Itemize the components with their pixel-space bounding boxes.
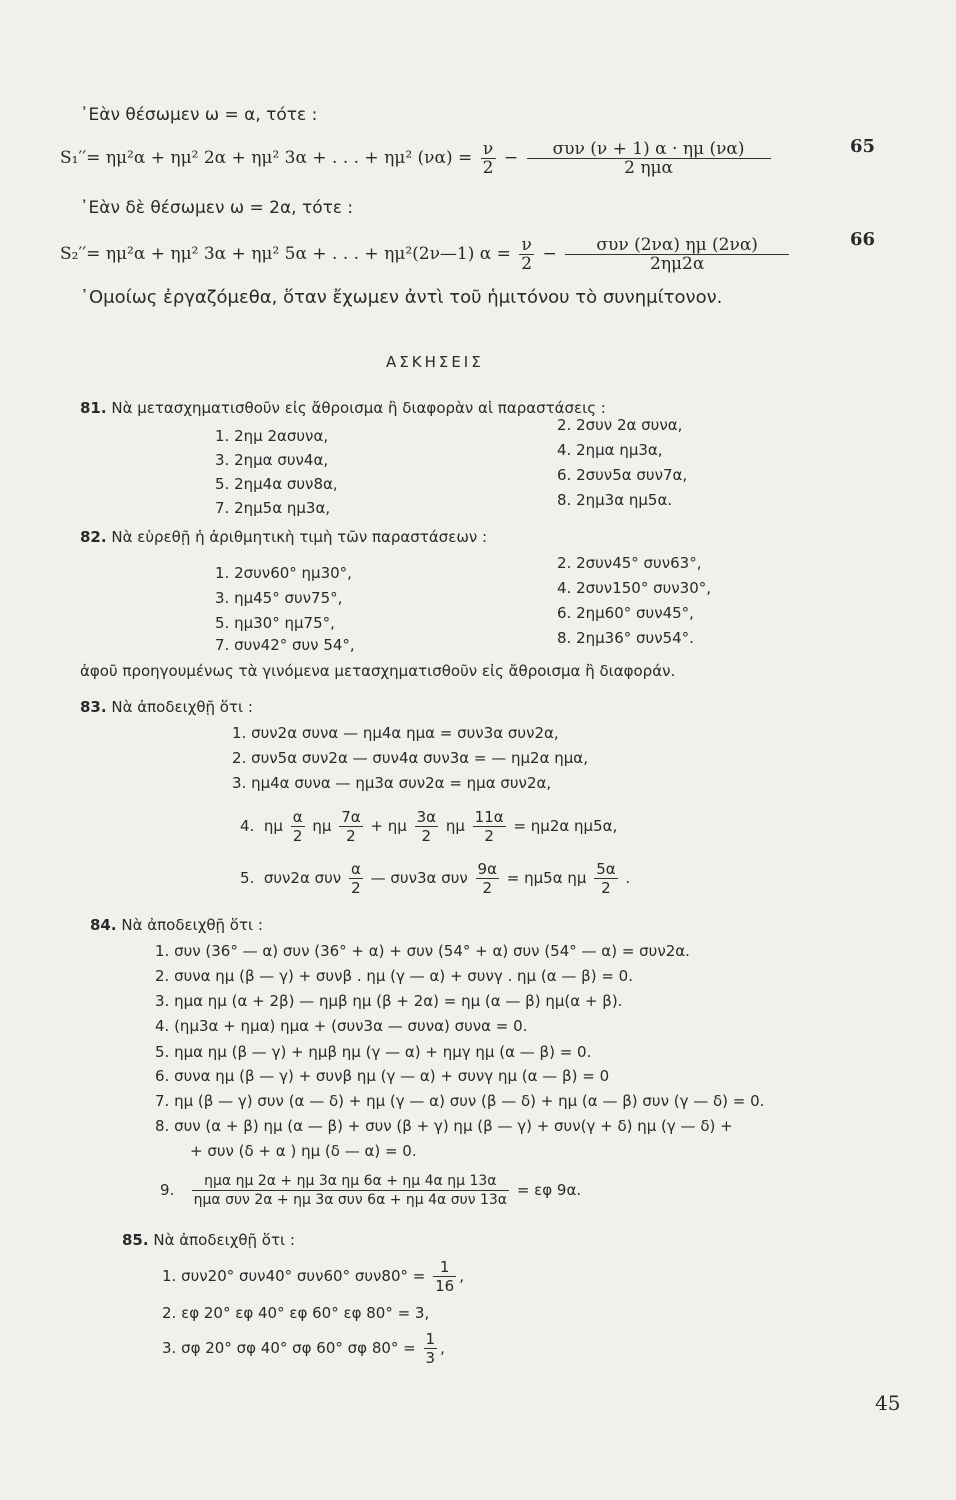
formula-s2-lhs: S₂′′= ημ²α + ημ² 3α + ημ² 5α + . . . + ημ²(2ν—1) α = <box>60 244 511 264</box>
formula-s2-fraction: $\frac{\text{συν (2να) ημ (2να)}}{2\eta\mu 2\alpha}$ <box>565 236 789 273</box>
exercise-81-item: 7. 2ημ5α ημ3α, <box>215 499 331 517</box>
exercise-85-item-2: 2. εφ 20° εφ 40° εφ 60° εφ 80° = 3, <box>162 1304 430 1322</box>
exercise-84-prompt: 84. Νὰ ἀποδειχθῇ ὅτι : <box>90 916 263 934</box>
exercise-84-item: 1. συν (36° — α) συν (36° + α) + συν (54° + α) συν (54° — α) = συν2α. <box>155 942 690 960</box>
formula-s2-half: $\frac{\nu}{2}$ <box>521 235 533 274</box>
exercise-84-item: 5. ημα ημ (β — γ) + ημβ ημ (γ — α) + ημγ ημ (α — β) = 0. <box>155 1043 592 1061</box>
exercise-85-item-1: 1. συν20° συν40° συν60° συν80° = $\frac{1}{16}$ , <box>162 1258 464 1295</box>
exercise-84-item: 6. συνα ημ (β — γ) + συνβ ημ (γ — α) + συνγ ημ (α — β) = 0 <box>155 1067 610 1085</box>
exercise-84-item: 3. ημα ημ (α + 2β) — ημβ ημ (β + 2α) = ημ (α — β) ημ(α + β). <box>155 992 623 1010</box>
exercise-82-item: 3. ημ45° συν75°, <box>215 589 343 607</box>
formula-s1: S₁′′= ημ²α + ημ² 2α + ημ² 3α + . . . + ημ² (να) = $\frac{\nu}{2}$ − $\frac{\text{συν (ν + 1) α · ημ (να)}}{\text{2 ημα}}$ <box>60 140 774 177</box>
exercise-82-note: ἀφοῦ προηγουμένως τὰ γινόμενα μετασχηματισθοῦν εἰς ἄθροισμα ἢ διαφοράν. <box>80 662 676 680</box>
exercise-82-item: 5. ημ30° ημ75°, <box>215 614 335 632</box>
intro-line-2: ᾽Εὰν δὲ θέσωμεν ω = 2α, τότε : <box>80 198 354 218</box>
exercise-81-item: 3. 2ημα συν4α, <box>215 451 329 469</box>
exercise-83-item-4: 4. ημ $\frac{\alpha}{2}$ ημ $\frac{7\alpha}{2}$ + ημ $\frac{3\alpha}{2}$ ημ $\frac{11\alpha}{2}$ = ημ2α ημ5α, <box>240 808 618 845</box>
exercise-82-item: 7. συν42° συν 54°, <box>215 636 355 654</box>
exercise-81-item: 2. 2συν 2α συνα, <box>557 416 683 434</box>
page-number: 45 <box>875 1391 901 1415</box>
equation-number-66: 66 <box>850 229 876 250</box>
exercise-83-item: 2. συν5α συν2α — συν4α συν3α = — ημ2α ημα, <box>232 749 588 767</box>
exercise-82-item: 6. 2ημ60° συν45°, <box>557 604 694 622</box>
exercise-82-item: 4. 2συν150° συν30°, <box>557 579 712 597</box>
exercise-83-prompt: 83. Νὰ ἀποδειχθῇ ὅτι : <box>80 698 253 716</box>
exercise-84-item: 8. συν (α + β) ημ (α — β) + συν (β + γ) ημ (β — γ) + συν(γ + δ) ημ (γ — δ) + <box>155 1117 733 1135</box>
formula-s1-lhs: S₁′′= ημ²α + ημ² 2α + ημ² 3α + . . . + ημ² (να) = <box>60 148 473 168</box>
exercises-heading: ΑΣΚΗΣΕΙΣ <box>386 353 484 371</box>
exercise-84-item: 2. συνα ημ (β — γ) + συνβ . ημ (γ — α) + συνγ . ημ (α — β) = 0. <box>155 967 633 985</box>
intro-line-3: ῾Ομοίως ἐργαζόμεθα, ὅταν ἔχωμεν ἀντὶ τοῦ ἡμιτόνου τὸ συνημίτονον. <box>80 287 723 308</box>
exercise-85-prompt: 85. Νὰ ἀποδειχθῇ ὅτι : <box>122 1231 295 1249</box>
equation-number-65: 65 <box>850 136 876 157</box>
exercise-84-item: 4. (ημ3α + ημα) ημα + (συν3α — συνα) συνα = 0. <box>155 1017 528 1035</box>
formula-s1-half: $\frac{\nu}{2}$ <box>482 139 494 178</box>
exercise-82-prompt: 82. Νὰ εὑρεθῇ ἡ ἀριθμητικὴ τιμὴ τῶν παραστάσεων : <box>80 528 488 546</box>
exercise-83-item: 3. ημ4α συνα — ημ3α συν2α = ημα συν2α, <box>232 774 552 792</box>
exercise-84-item: 7. ημ (β — γ) συν (α — δ) + ημ (γ — α) συν (β — δ) + ημ (α — β) συν (γ — δ) = 0. <box>155 1092 765 1110</box>
intro-line-1: ᾽Εὰν θέσωμεν ω = α, τότε : <box>80 105 318 125</box>
formula-s1-fraction: $\frac{\text{συν (ν + 1) α · ημ (να)}}{\text{2 ημα}}$ <box>527 140 771 177</box>
exercise-84-item-9: 9. $\frac{\text{ημα ημ 2α + ημ 3α ημ 6α + ημ 4α ημ 13α}}{\text{ημα συν 2α + ημ 3α συν 6α + ημ 4α συν 13α}}$ = εφ 9α. <box>160 1173 582 1208</box>
exercise-84-item: + συν (δ + α ) ημ (δ — α) = 0. <box>190 1142 417 1160</box>
exercise-85-item-3: 3. σφ 20° σφ 40° σφ 60° σφ 80° = $\frac{1}{3}$ , <box>162 1330 445 1367</box>
exercise-82-item: 8. 2ημ36° συν54°. <box>557 629 694 647</box>
exercise-81-item: 8. 2ημ3α ημ5α. <box>557 491 673 509</box>
exercise-81-item: 4. 2ημα ημ3α, <box>557 441 663 459</box>
exercise-82-item: 1. 2συν60° ημ30°, <box>215 564 352 582</box>
exercise-81-prompt: 81. Νὰ μετασχηματισθοῦν εἰς ἄθροισμα ἢ διαφορὰν αἱ παραστάσεις : <box>80 399 606 417</box>
exercise-82-item: 2. 2συν45° συν63°, <box>557 554 702 572</box>
formula-s2: S₂′′= ημ²α + ημ² 3α + ημ² 5α + . . . + ημ²(2ν—1) α = $\frac{\nu}{2}$ − $\frac{\text{συν (2να) ημ (2να)}}{2\eta\mu 2\alpha}$ <box>60 236 792 273</box>
exercise-81-item: 6. 2συν5α συν7α, <box>557 466 688 484</box>
exercise-81-item: 5. 2ημ4α συν8α, <box>215 475 338 493</box>
exercise-83-item-5: 5. συν2α συν $\frac{\alpha}{2}$ — συν3α συν $\frac{9\alpha}{2}$ = ημ5α ημ $\frac{5\alpha}{2}$ . <box>240 860 631 897</box>
exercise-83-item: 1. συν2α συνα — ημ4α ημα = συν3α συν2α, <box>232 724 559 742</box>
exercise-81-item: 1. 2ημ 2ασυνα, <box>215 427 329 445</box>
